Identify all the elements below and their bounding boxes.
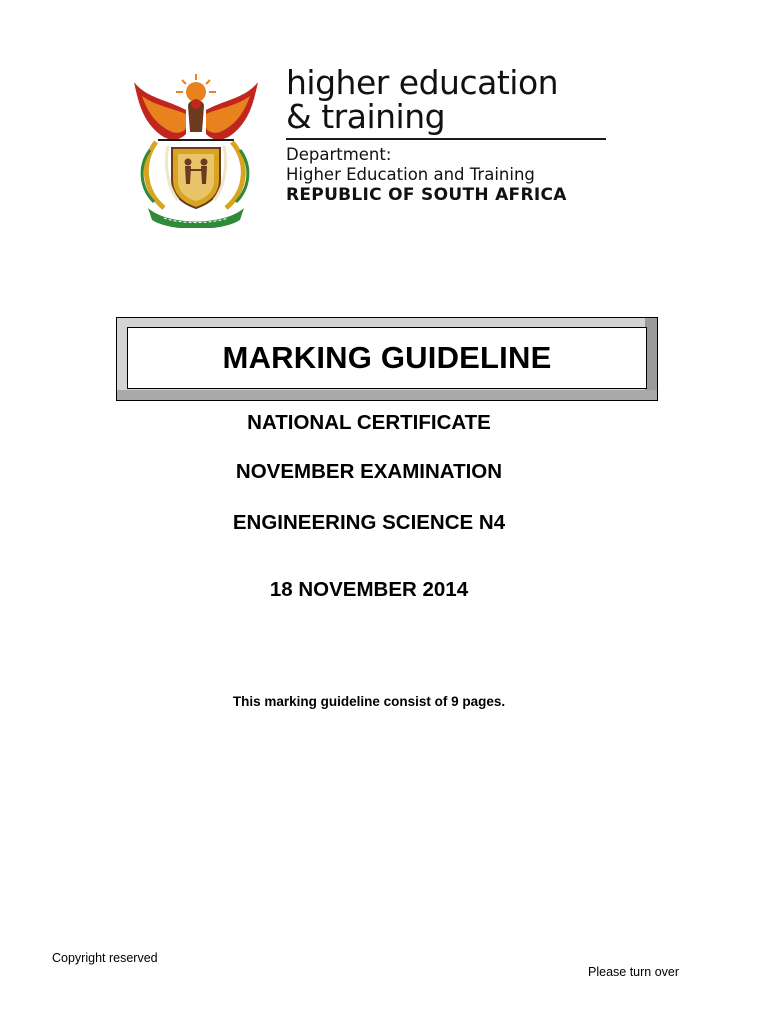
title-frame xyxy=(116,317,658,401)
title-box xyxy=(127,327,647,389)
department-name: Higher Education and Training xyxy=(286,165,535,184)
exam-date: 18 NOVEMBER 2014 xyxy=(269,578,469,601)
examination-heading: NOVEMBER EXAMINATION xyxy=(235,460,503,483)
document-title: MARKING GUIDELINE xyxy=(222,340,552,375)
turn-over-note: Please turn over xyxy=(588,965,680,979)
brand-line-2: & training xyxy=(286,97,446,136)
department-label: Department: xyxy=(286,145,392,164)
copyright-notice: Copyright reserved xyxy=(52,951,158,965)
coat-of-arms-icon xyxy=(128,70,264,228)
subject-heading: ENGINEERING SCIENCE N4 xyxy=(232,511,506,534)
certificate-heading: NATIONAL CERTIFICATE xyxy=(247,411,491,434)
country-name: REPUBLIC OF SOUTH AFRICA xyxy=(286,185,567,205)
department-branding xyxy=(286,63,612,205)
title-frame-bevel-bottom xyxy=(117,390,657,400)
page-count-note: This marking guideline consist of 9 pages. xyxy=(232,694,506,709)
brand-divider xyxy=(286,138,606,140)
brand-line-1: higher education xyxy=(286,63,559,102)
